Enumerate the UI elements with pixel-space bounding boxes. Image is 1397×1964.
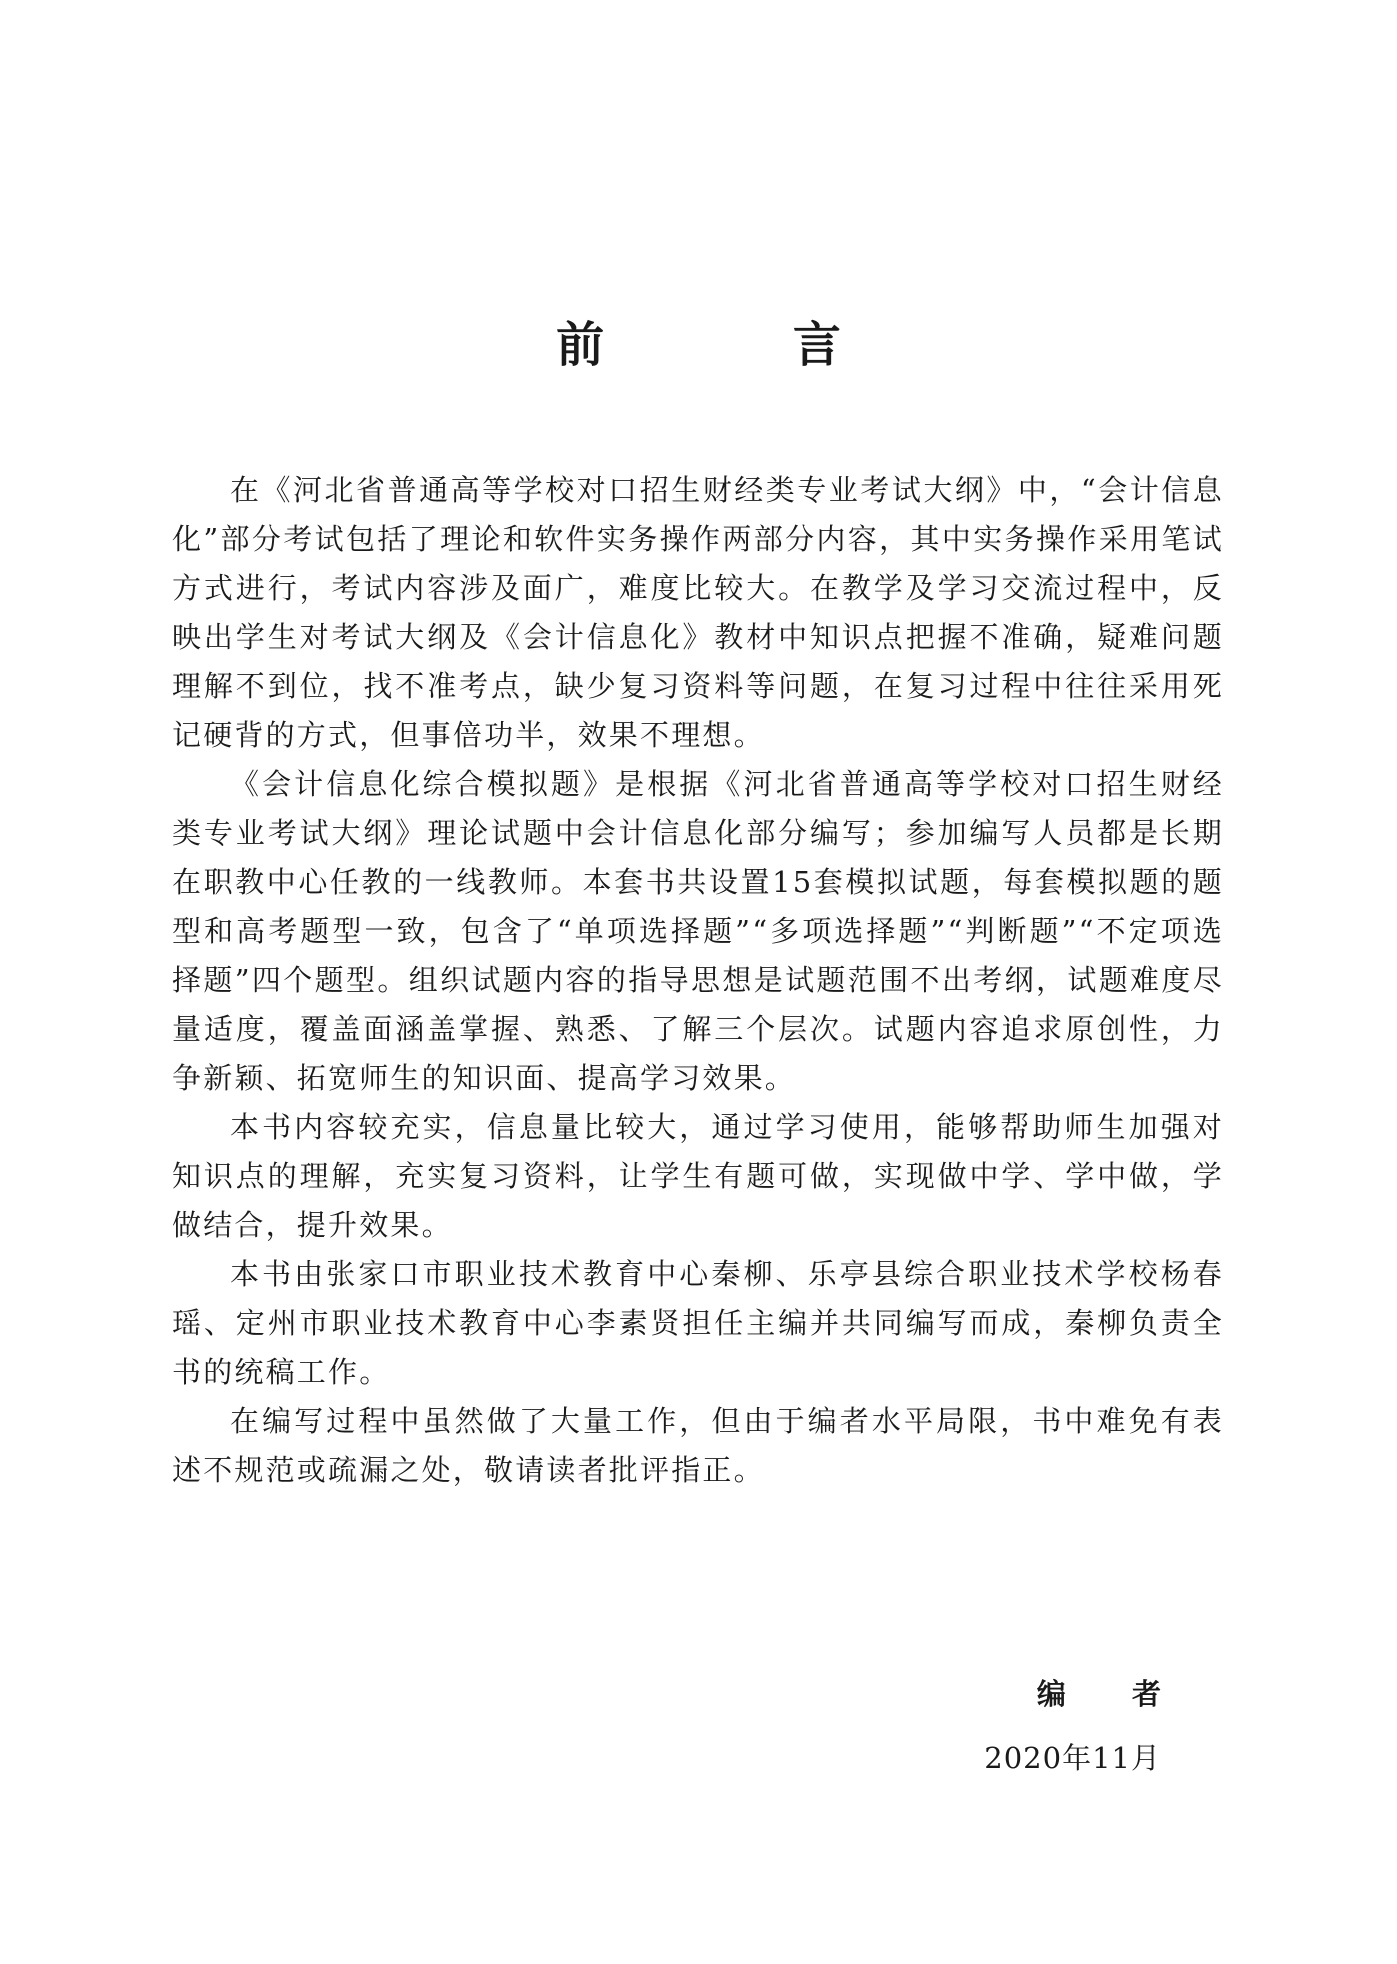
preface-body <box>172 466 1224 1495</box>
paragraph-2: 《会计信息化综合模拟题》是根据《河北省普通高等学校对口招生财经类专业考试大纲》理论试题中会计信息化部分编写；参加编写人员都是长期在职教中心任教的一线教师。本套书共设置15套模拟试题，每套模拟题的题型和高考题型一致，包含了“单项选择题”“多项选择题”“判断题”“不定项选择题”四个题型。组织试题内容的指导思想是试题范围不出考纲，试题难度尽量适度，覆盖面涵盖掌握、熟悉、了解三个层次。试题内容追求原创性，力争新颖、拓宽师生的知识面、提高学习效果。 <box>172 767 1224 1095</box>
signature-block <box>984 1662 1189 1790</box>
paragraph-4: 本书由张家口市职业技术教育中心秦柳、乐亭县综合职业技术学校杨春瑶、定州市职业技术教育中心李素贤担任主编并共同编写而成，秦柳负责全书的统稿工作。 <box>172 1257 1224 1389</box>
paragraph-5: 在编写过程中虽然做了大量工作，但由于编者水平局限，书中难免有表述不规范或疏漏之处，敬请读者批评指正。 <box>172 1404 1224 1487</box>
signature-author: 编 者 <box>1036 1677 1189 1711</box>
paragraph-1: 在《河北省普通高等学校对口招生财经类专业考试大纲》中，“会计信息化”部分考试包括了理论和软件实务操作两部分内容，其中实务操作采用笔试方式进行，考试内容涉及面广，难度比较大。在教学及学习交流过程中，反映出学生对考试大纲及《会计信息化》教材中知识点把握不准确，疑难问题理解不到位，找不准考点，缺少复习资料等问题，在复习过程中往往采用死记硬背的方式，但事倍功半，效果不理想。 <box>172 473 1224 752</box>
paragraph-3: 本书内容较充实，信息量比较大，通过学习使用，能够帮助师生加强对知识点的理解，充实复习资料，让学生有题可做，实现做中学、学中做，学做结合，提升效果。 <box>172 1110 1224 1242</box>
signature-date: 2020年11月 <box>984 1741 1161 1775</box>
page-title: 前 言 <box>556 317 927 374</box>
